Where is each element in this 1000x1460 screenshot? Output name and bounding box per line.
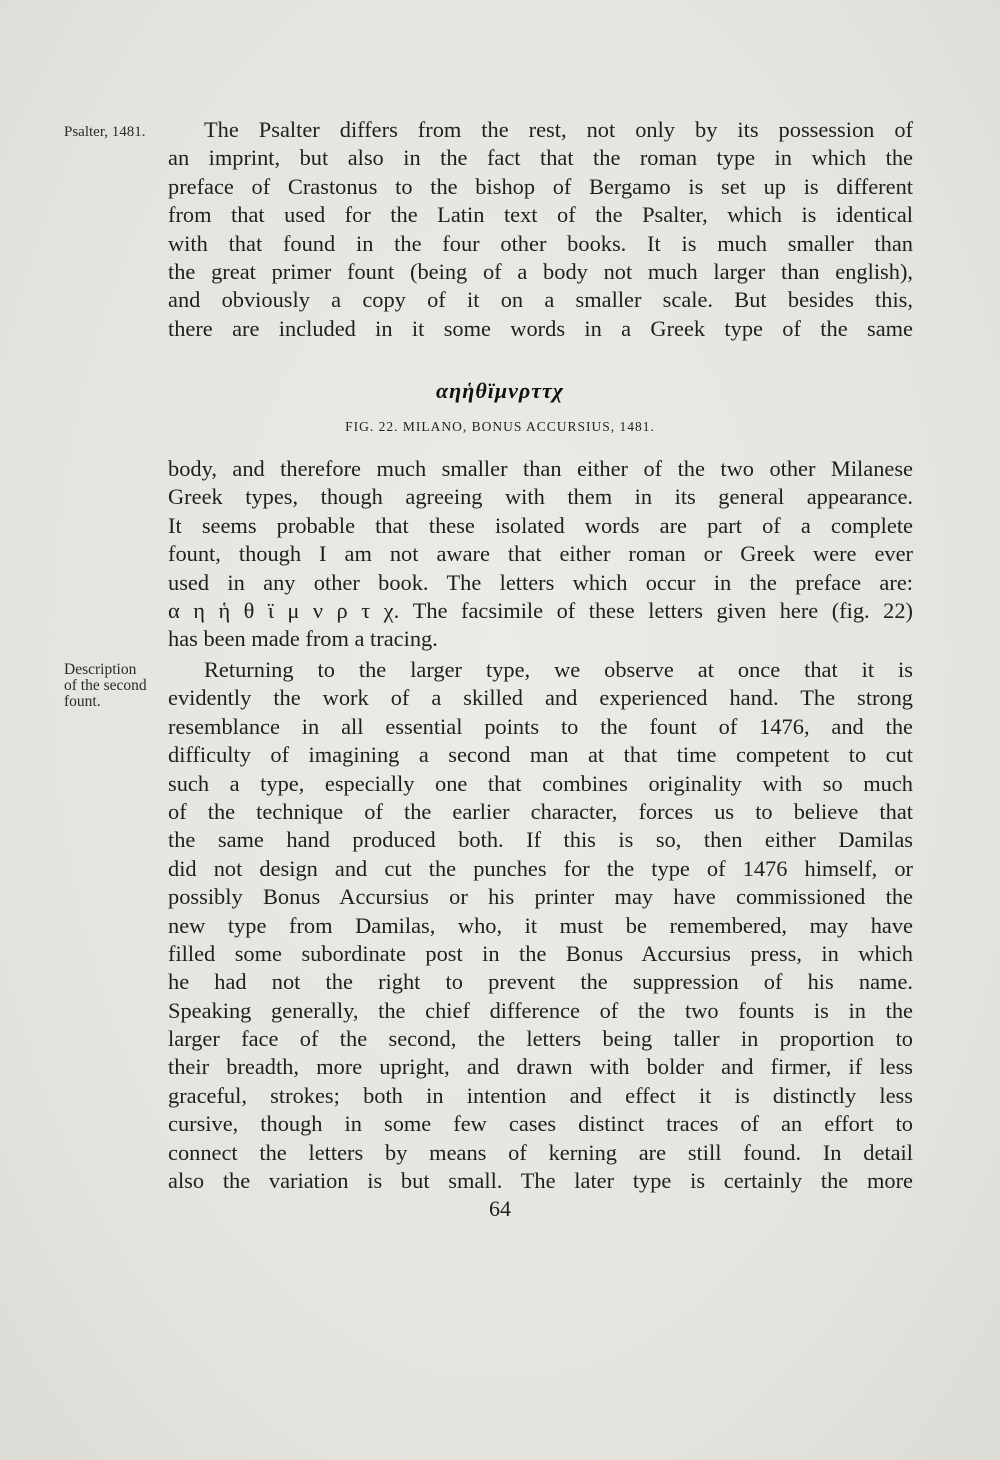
text-line: their breadth, more upright, and drawn with bolder and firmer, if less [168, 1054, 913, 1080]
text-line: α η ἡ θ ϊ μ ν ρ τ χ. The facsimile of these letters given here (fig. 22) [168, 597, 913, 623]
text-line: an imprint, but also in the fact that the roman type in which the [168, 145, 913, 171]
text-line: graceful, strokes; both in intention and effect it is distinctly less [168, 1082, 913, 1108]
text-line: Speaking generally, the chief difference of the two founts is in the [168, 997, 913, 1023]
margin-note-line: Description [64, 661, 137, 678]
text-line: Returning to the larger type, we observe at once that it is [204, 657, 913, 682]
text-line: such a type, especially one that combines originality with so much [168, 770, 913, 796]
text-line: from that used for the Latin text of the Psalter, which is identical [168, 202, 913, 228]
text-line: connect the letters by means of kerning are still found. In detail [168, 1139, 913, 1165]
text-line: the same hand produced both. If this is so, then either Damilas [168, 827, 913, 853]
text-line: preface of Crastonus to the bishop of Bergamo is set up is different [168, 173, 913, 199]
text-line: larger face of the second, the letters being taller in proportion to [168, 1026, 913, 1052]
text-line: has been made from a tracing. [168, 626, 438, 652]
text-line: fount, though I am not aware that either roman or Greek were ever [168, 541, 913, 567]
text-line: resemblance in all essential points to the fount of 1476, and the [168, 713, 913, 739]
text-line: he had not the right to prevent the suppression of his name. [168, 969, 913, 995]
text-line: the great primer fount (being of a body not much larger than english), [168, 258, 913, 284]
text-line: and obviously a copy of it on a smaller scale. But besides this, [168, 287, 913, 313]
text-line: also the variation is but small. The later type is certainly the more [168, 1168, 913, 1194]
text-line: with that found in the four other books. It is much smaller than [168, 230, 913, 256]
text-line: filled some subordinate post in the Bonus Accursius press, in which [168, 940, 913, 966]
text-line: possibly Bonus Accursius or his printer may have commissioned the [168, 884, 913, 910]
text-line: body, and therefore much smaller than either of the two other Milanese [168, 456, 913, 481]
text-line: cursive, though in some few cases distinct traces of an effort to [168, 1111, 913, 1137]
figure-greek-type-sample: αηἡθϊμνρττχ [436, 378, 564, 403]
paragraph-psalter [168, 116, 913, 343]
text-line: there are included in it some words in a Greek type of the same [168, 315, 913, 341]
paragraph-greek-type [168, 455, 913, 654]
margin-note-description [64, 662, 147, 710]
text-line: did not design and cut the punches for the type of 1476 himself, or [168, 855, 913, 881]
paragraph-second-fount [168, 656, 913, 1195]
text-line: evidently the work of a skilled and experienced hand. The strong [168, 685, 913, 711]
margin-note-line: of the second [64, 677, 147, 694]
margin-note-psalter: Psalter, 1481. [64, 124, 146, 140]
text-line: difficulty of imagining a second man at that time competent to cut [168, 742, 913, 768]
figure-caption: FIG. 22. MILANO, BONUS ACCURSIUS, 1481. [345, 419, 655, 434]
text-line: It seems probable that these isolated words are part of a complete [168, 512, 913, 538]
text-line: used in any other book. The letters which occur in the preface are: [168, 569, 913, 595]
text-line: new type from Damilas, who, it must be remembered, may have [168, 912, 913, 938]
page-number: 64 [489, 1196, 511, 1221]
text-line: The Psalter differs from the rest, not only by its possession of [204, 117, 913, 142]
text-line: of the technique of the earlier character, forces us to believe that [168, 798, 913, 824]
text-line: Greek types, though agreeing with them in its general appearance. [168, 484, 913, 510]
margin-note-line: fount. [64, 693, 101, 710]
